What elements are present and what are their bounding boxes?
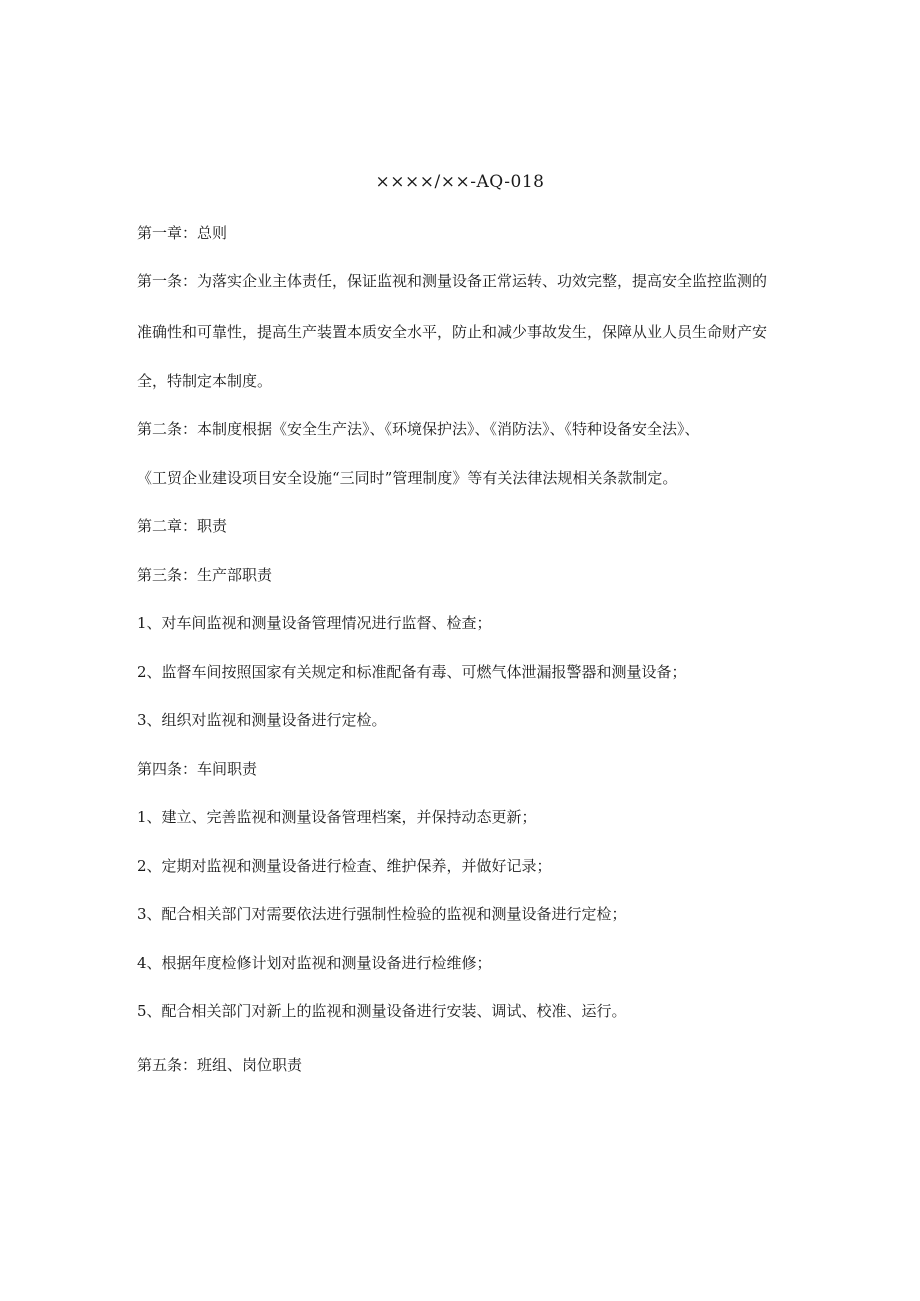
article-4-item-3: 3、配合相关部门对需要依法进行强制性检验的监视和测量设备进行定检； (137, 905, 627, 923)
article-3-item-3: 3、组织对监视和测量设备进行定检。 (137, 711, 387, 729)
article-3-item-1: 1、对车间监视和测量设备管理情况进行监督、检查； (137, 614, 492, 632)
article-4-item-4: 4、根据年度检修计划对监视和测量设备进行检维修； (137, 954, 492, 972)
document-code: ××××/××-AQ-018 (375, 172, 545, 192)
article-3-item-2: 2、监督车间按照国家有关规定和标准配备有毒、可燃气体泄漏报警器和测量设备； (137, 663, 687, 681)
article-5-heading: 第五条：班组、岗位职责 (137, 1056, 303, 1074)
article-4-item-1: 1、建立、完善监视和测量设备管理档案，并保持动态更新； (137, 808, 537, 826)
article-2-line-2: 《工贸企业建设项目安全设施“三同时”管理制度》等有关法律法规相关条款制定。 (137, 469, 678, 487)
article-1-line-3: 全，特制定本制度。 (137, 372, 273, 390)
chapter-1-heading: 第一章：总则 (137, 224, 228, 242)
article-2-line-1: 第二条：本制度根据《安全生产法》、《环境保护法》、《消防法》、《特种设备安全法》、 (137, 420, 700, 438)
article-3-heading: 第三条：生产部职责 (137, 566, 273, 584)
article-1-line-1: 第一条：为落实企业主体责任，保证监视和测量设备正常运转、功效完整，提高安全监控监测的 (137, 272, 768, 290)
article-4-heading: 第四条：车间职责 (137, 760, 258, 778)
article-1-line-2: 准确性和可靠性，提高生产装置本质安全水平，防止和减少事故发生，保障从业人员生命财产安 (137, 323, 768, 341)
chapter-2-heading: 第二章：职责 (137, 517, 228, 535)
article-4-item-2: 2、定期对监视和测量设备进行检查、维护保养，并做好记录； (137, 857, 552, 875)
article-4-item-5: 5、配合相关部门对新上的监视和测量设备进行安装、调试、校准、运行。 (137, 1002, 627, 1020)
